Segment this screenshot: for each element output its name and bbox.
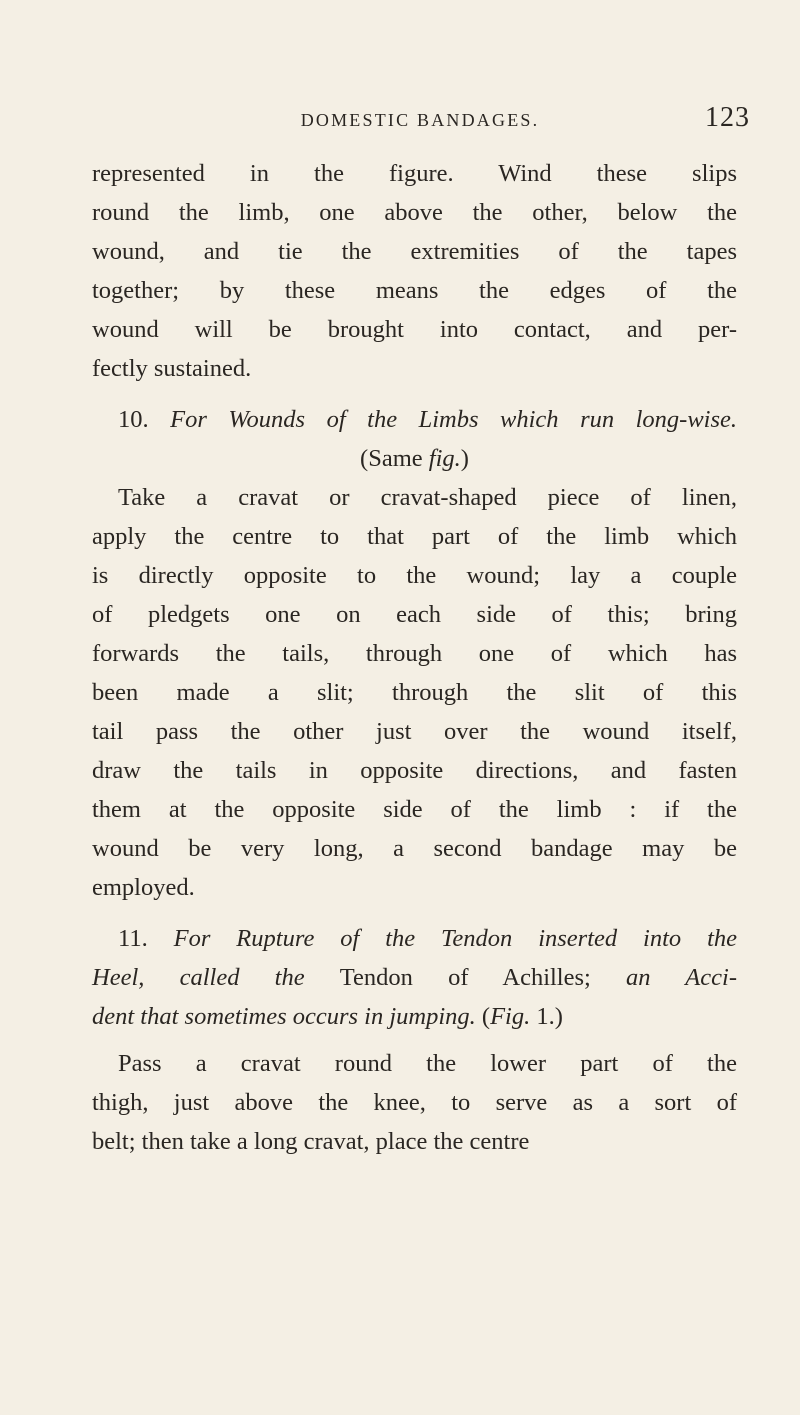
heading-part: Tendon of Achilles xyxy=(339,964,585,991)
section-gap xyxy=(92,388,737,400)
text-line: together; by these means the edges of the xyxy=(92,277,737,304)
heading-part: dent that sometimes occurs in jumping. xyxy=(92,1003,476,1030)
text-line: is directly opposite to the wound; lay a couple xyxy=(92,562,737,589)
text-line: Pass a cravat round the lower part of the xyxy=(118,1050,737,1077)
text-line: tail pass the other just over the wound itself, xyxy=(92,718,737,745)
heading-part: ( xyxy=(475,1003,491,1030)
section-11-heading-line-3 xyxy=(92,997,737,1036)
section-title: For Rupture of the Tendon inserted into the xyxy=(173,925,737,952)
text-line: employed. xyxy=(92,874,195,901)
subheading-close: ) xyxy=(460,445,469,472)
text-line: belt; then take a long cravat, place the centre xyxy=(92,1128,530,1155)
section-gap xyxy=(92,1036,737,1044)
text-line: represented in the figure. Wind these slips xyxy=(92,160,737,187)
section-gap xyxy=(92,907,737,919)
heading-part: ; xyxy=(584,964,627,991)
section-10-heading xyxy=(92,400,737,439)
heading-part: an Acci- xyxy=(626,964,737,991)
text-line: round the limb, one above the other, below the xyxy=(92,199,737,226)
text-line: fectly sustained. xyxy=(92,355,252,382)
text-line: forwards the tails, through one of which has xyxy=(92,640,737,667)
text-line: wound be very long, a second bandage may be xyxy=(92,835,737,862)
text-line: wound, and tie the extremities of the tapes xyxy=(92,238,737,265)
text-line: wound will be brought into contact, and per- xyxy=(92,316,737,343)
body-text xyxy=(92,154,737,1161)
heading-part: Heel, called the xyxy=(92,964,340,991)
text-line: been made a slit; through the slit of this xyxy=(92,679,737,706)
text-line: Take a cravat or cravat-shaped piece of linen, xyxy=(118,484,737,511)
text-line: draw the tails in opposite directions, and fasten xyxy=(92,757,737,784)
section-11-heading xyxy=(92,919,737,958)
heading-fig: Fig. xyxy=(490,1003,531,1030)
page-number: 123 xyxy=(705,102,750,133)
section-10-subheading xyxy=(92,439,737,478)
text-line: thigh, just above the knee, to serve as a sort of xyxy=(92,1089,737,1116)
text-line: apply the centre to that part of the limb which xyxy=(92,523,737,550)
text-line: them at the opposite side of the limb : if the xyxy=(92,796,737,823)
subheading-fig: fig. xyxy=(428,445,461,472)
subheading-text: (Same xyxy=(360,445,429,472)
section-number: 10. xyxy=(118,406,149,433)
section-11-heading-line-2 xyxy=(92,958,737,997)
section-title: For Wounds of the Limbs which run long-wise. xyxy=(170,406,738,433)
running-head xyxy=(90,102,750,138)
text-line: of pledgets one on each side of this; bring xyxy=(92,601,737,628)
heading-part: 1.) xyxy=(530,1003,563,1030)
running-title: DOMESTIC BANDAGES. xyxy=(300,110,540,130)
section-number: 11. xyxy=(118,925,148,952)
